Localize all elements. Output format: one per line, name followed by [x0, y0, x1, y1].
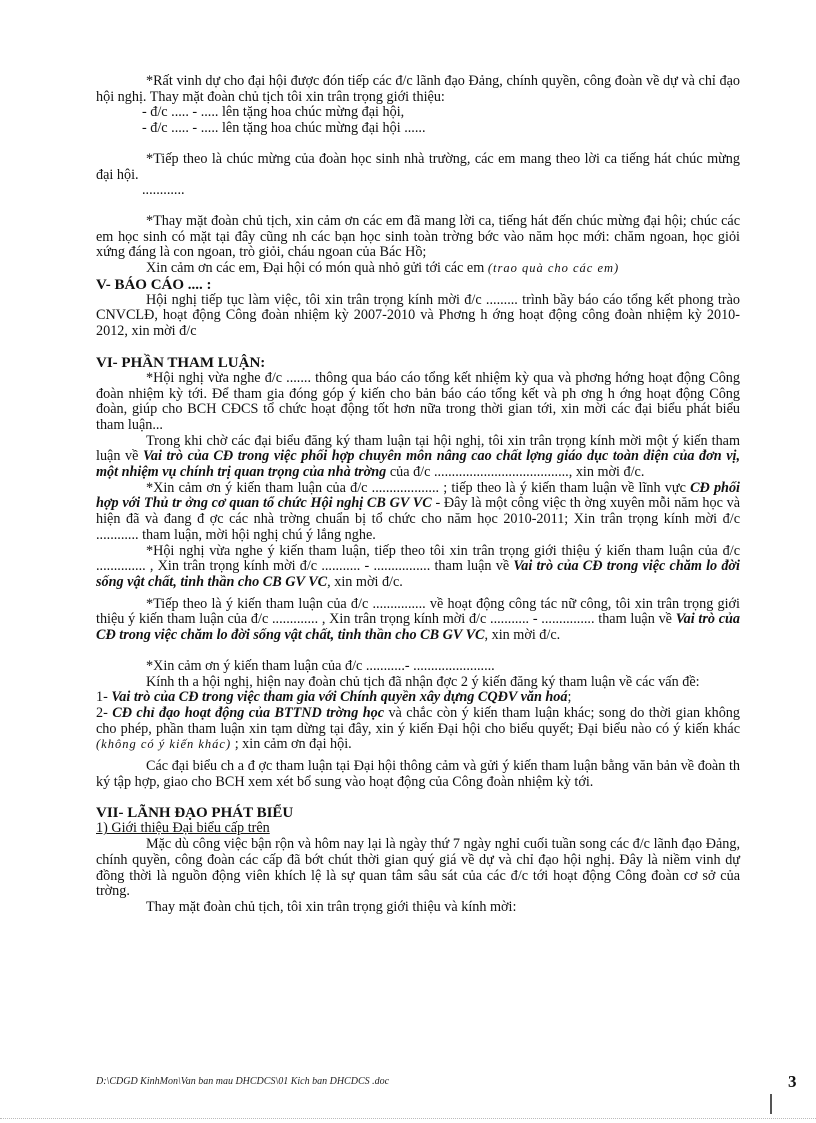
- heading-leadership-speech: VII- LÃNH ĐẠO PHÁT BIỂU: [96, 805, 294, 822]
- flower-line-2: - đ/c ..... - ..... lên tặng hoa chúc mừng đại hội ......: [142, 120, 426, 137]
- text: - Đây là một công việc th ờng xuyên mỗi năm học và hiện đã và đang đ ợc các nhà trờng chuẩn bị tổ chức cho năm học 2010-2011; Xin trân trọng kính mời đ/c ............ tham luận, mời hội nghị chú ý lắng nghe.: [96, 495, 740, 543]
- text: 1-: [96, 689, 112, 706]
- text: của đ/c ......................................, xin mời đ/c.: [386, 464, 645, 481]
- topic-title: CĐ phối hợp với Thủ tr ởng cơ quan tổ chức Hội nghị CB GV VC: [96, 479, 740, 512]
- page-number: 3: [788, 1072, 797, 1091]
- paragraph-discussion-intro: *Hội nghị vừa nghe đ/c ....... thông qua báo cáo tổng kết nhiệm kỳ qua và phơng hớng hoạt động Công đoàn nhiệm kỳ tới. Để tham gia đóng góp ý kiến cho bản báo cáo tổng kết và ph ơng h ớng hoạt động Công đoàn, giúp cho BCH CĐCS tổ chức hoạt động tốt hơn nữa trong thời gian tới, xin mời các đại biểu phát biểu tham luận...: [96, 369, 740, 433]
- topic-title: Vai trò của CĐ trong việc phối hợp chuyên môn nâng cao chất lợng giáo dục toàn diện của đơn vị, một nhiệm vụ chính trị quan trọng của nhà trờng: [96, 448, 741, 481]
- paragraph-introduce: Thay mặt đoàn chủ tịch, tôi xin trân trọng giới thiệu và kính mời:: [146, 898, 517, 915]
- topic-item-2: [96, 706, 740, 753]
- heading-discussion: VI- PHẦN THAM LUẬN:: [96, 354, 266, 371]
- topic-title: Vai trò của CĐ trong việc tham gia với Chính quyền xây dựng CQĐV văn hoá: [111, 689, 568, 706]
- text: , xin mời đ/c.: [484, 627, 561, 644]
- vote-note: (không có ý kiến khác): [96, 737, 232, 752]
- topic-title: Vai trò của CĐ trong việc chăm lo đời sống vật chất, tinh thần cho CB GV VC: [96, 611, 740, 644]
- text: , xin mời đ/c.: [327, 573, 403, 590]
- flower-line-1: - đ/c ..... - ..... lên tặng hoa chúc mừng đại hội,: [142, 104, 405, 121]
- paragraph-guests: Mặc dù công việc bận rộn và hôm nay lại là ngày thứ 7 ngày nghỉ cuối tuần song các đ/c lãnh đạo Đảng, chính quyền, công đoàn các cấp đã bớt chút thời gian quý giá về dự và chỉ đạo hội nghị. Đây là niềm vinh dự đồng thời là nguồn động viên khích lệ là sự quan tâm sâu sát của các đ/c tới hoạt động Công đoàn cơ sở của trờng.: [96, 836, 740, 900]
- page-edge-mark: [770, 1094, 772, 1114]
- heading-report: V- BÁO CÁO .... :: [96, 276, 212, 293]
- paragraph-welcome: *Rất vinh dự cho đại hội được đón tiếp các đ/c lãnh đạo Đảng, chính quyền, công đoàn về dự và chỉ đạo hội nghị. Thay mặt đoàn chủ tịch tôi xin trân trọng giới thiệu:: [96, 73, 740, 105]
- text: *Tiếp theo là ý kiến tham luận của đ/c ............... về hoạt động công tác nữ công, tôi xin trân trọng giới thiệu ý kiến tham luận của đ/c ............. , Xin trân trọng kính mời đ/c ........... - ............... tham luận về: [96, 595, 740, 628]
- text: 2-: [96, 704, 113, 721]
- topic-item-1: [96, 690, 740, 706]
- paragraph-discussion-2: [96, 481, 740, 544]
- paragraph-discussion-4: [96, 597, 740, 644]
- paragraph-discussion-3: [96, 544, 740, 591]
- text: và chắc còn ý kiến tham luận khác; song do thời gian không cho phép, phần tham luận xin tạm dừng tại đây, xin ý kiến Đại hội cho biểu quyết; Đại biểu nào có ý kiến khác: [96, 704, 740, 737]
- paragraph-thanks-students: *Thay mặt đoàn chủ tịch, xin cảm ơn các em đã mang lời ca, tiếng hát đến chúc mừng đại hội; chúc các em học sinh có mặt tại đây cũng nh các bạn học sinh toàn trờng bớc vào năm học mới: chăm ngoan, học giỏi xứng đáng là con ngoan, trò giỏi, cháu ngoan của Bác Hồ;: [96, 212, 740, 261]
- topic-title: CĐ chỉ đạo hoạt động của BTTND trờng học: [112, 704, 385, 721]
- paragraph-report: Hội nghị tiếp tục làm việc, tôi xin trân trọng kính mời đ/c ......... trình bầy báo cáo tổng kết phong trào CNVCLĐ, hoạt động Công đoàn nhiệm kỳ 2007-2010 và Phơng h ớng hoạt động công đoàn nhiệm kỳ 2010-2012, xin mời đ/c: [96, 291, 740, 340]
- gift-text: Xin cảm ơn các em, Đại hội có món quà nhỏ gửi tới các em: [146, 260, 485, 277]
- text: ;: [567, 689, 572, 706]
- text: *Hội nghị vừa nghe ý kiến tham luận, tiếp theo tôi xin trân trọng giới thiệu ý kiến tham luận của đ/c .............. , Xin trân trọng kính mời đ/c ........... - ................ tham luận về: [96, 542, 740, 575]
- paragraph-thanks-discussion: *Xin cảm ơn ý kiến tham luận của đ/c ...........- .......................: [146, 657, 495, 674]
- subheading-introduce-guests: 1) Giới thiệu Đại biểu cấp trên: [96, 820, 270, 837]
- paragraph-student-greeting: *Tiếp theo là chúc mừng của đoàn học sinh nhà trường, các em mang theo lời ca tiếng hát chúc mừng đại hội.: [96, 150, 740, 183]
- document-body: [96, 74, 740, 916]
- text: Trong khi chờ các đại biểu đăng ký tham luận tại hội nghị, tôi xin trân trọng kính mời một ý kiến tham luận về: [96, 432, 740, 465]
- paragraph-remaining-speakers: Các đại biểu ch a đ ợc tham luận tại Đại hội thông cảm và gửi ý kiến tham luận bằng văn bản về đoàn th ký tập hợp, giao cho BCH xem xét bổ sung vào hoạt động của Công đoàn nhiệm kỳ tới.: [96, 758, 740, 790]
- text: ; xin cảm ơn đại hội.: [231, 736, 352, 753]
- footer-file-path: D:\CDGD KinhMon\Van ban mau DHCDCS\01 Kich ban DHCDCS .doc: [96, 1076, 390, 1087]
- paragraph-discussion-1: [96, 434, 740, 481]
- text: *Xin cảm ơn ý kiến tham luận của đ/c ................... ; tiếp theo là ý kiến tham luận về lĩnh vực: [146, 479, 691, 496]
- topic-title: Vai trò của CĐ trong việc chăm lo đời sống vật chất, tinh thần cho CB GV VC: [96, 558, 740, 590]
- paragraph-registered-topics: Kính th a hội nghị, hiện nay đoàn chủ tịch đã nhận đợc 2 ý kiến đăng ký tham luận về các vấn đề:: [146, 673, 700, 690]
- placeholder-dots: ............: [142, 182, 185, 199]
- page-bottom-divider: [0, 1118, 816, 1119]
- gift-note: (trao quà cho các em): [487, 261, 620, 276]
- paragraph-gift: [96, 261, 740, 277]
